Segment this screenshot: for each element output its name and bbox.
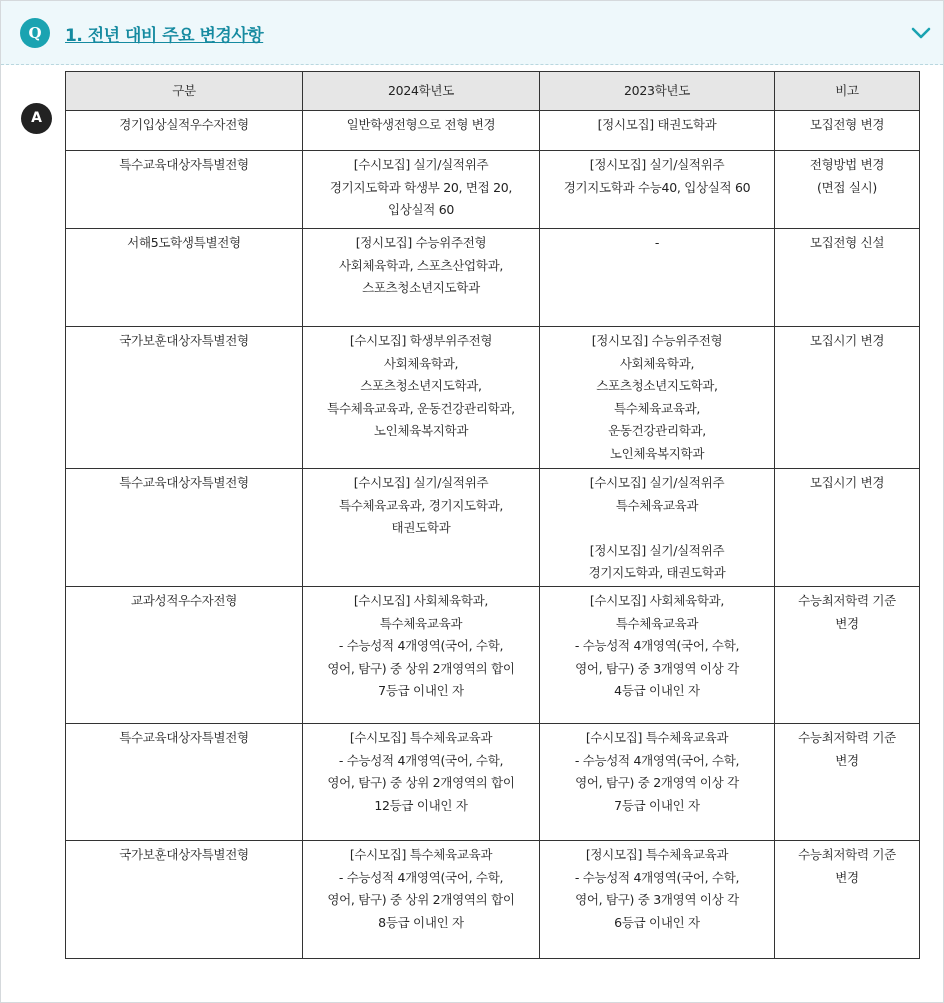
cell-2024: [수시모집] 특수체육교육과 - 수능성적 4개영역(국어, 수학, 영어, 탐구) 중 상위 2개영역의 합이 12등급 이내인 자 [303, 724, 540, 841]
header-note: 비고 [775, 72, 920, 111]
cell-2024: [수시모집] 실기/실적위주 경기지도학과 학생부 20, 면접 20, 입상실적 60 [303, 151, 540, 229]
table-row [66, 327, 920, 469]
cell-note: 모집전형 신설 [775, 229, 920, 327]
cell-category: 특수교육대상자특별전형 [66, 151, 303, 229]
cell-category: 국가보훈대상자특별전형 [66, 327, 303, 469]
table-row [66, 724, 920, 841]
cell-note: 모집시기 변경 [775, 327, 920, 469]
table-row [66, 111, 920, 151]
cell-category: 서해5도학생특별전형 [66, 229, 303, 327]
header-2023: 2023학년도 [540, 72, 775, 111]
cell-note: 모집전형 변경 [775, 111, 920, 151]
header-2024: 2024학년도 [303, 72, 540, 111]
cell-2023: [정시모집] 실기/실적위주 경기지도학과 수능40, 입상실적 60 [540, 151, 775, 229]
cell-note: 수능최저학력 기준 변경 [775, 841, 920, 959]
cell-2024: [수시모집] 실기/실적위주 특수체육교육과, 경기지도학과, 태권도학과 [303, 469, 540, 587]
table-header-row [66, 72, 920, 111]
question-badge: Q [20, 18, 50, 48]
table-row [66, 587, 920, 724]
cell-note: 수능최저학력 기준 변경 [775, 587, 920, 724]
cell-category: 특수교육대상자특별전형 [66, 469, 303, 587]
cell-2023: [수시모집] 특수체육교육과 - 수능성적 4개영역(국어, 수학, 영어, 탐구) 중 2개영역 이상 각 7등급 이내인 자 [540, 724, 775, 841]
chevron-down-icon[interactable] [910, 25, 932, 41]
cell-2023: [정시모집] 수능위주전형 사회체육학과, 스포츠청소년지도학과, 특수체육교육과, 운동건강관리학과, 노인체육복지학과 [540, 327, 775, 469]
question-header[interactable] [1, 1, 943, 65]
table-row [66, 229, 920, 327]
cell-category: 경기입상실적우수자전형 [66, 111, 303, 151]
table-row [66, 469, 920, 587]
cell-2024: [정시모집] 수능위주전형 사회체육학과, 스포츠산업학과, 스포츠청소년지도학과 [303, 229, 540, 327]
table-row [66, 151, 920, 229]
cell-2023: [수시모집] 사회체육학과, 특수체육교육과 - 수능성적 4개영역(국어, 수학, 영어, 탐구) 중 3개영역 이상 각 4등급 이내인 자 [540, 587, 775, 724]
cell-2023: [수시모집] 실기/실적위주 특수체육교육과 [정시모집] 실기/실적위주 경기지도학과, 태권도학과 [540, 469, 775, 587]
cell-2024: [수시모집] 사회체육학과, 특수체육교육과 - 수능성적 4개영역(국어, 수학, 영어, 탐구) 중 상위 2개영역의 합이 7등급 이내인 자 [303, 587, 540, 724]
cell-2024: [수시모집] 학생부위주전형 사회체육학과, 스포츠청소년지도학과, 특수체육교육과, 운동건강관리학과, 노인체육복지학과 [303, 327, 540, 469]
cell-2023: - [540, 229, 775, 327]
table-row [66, 841, 920, 959]
cell-2024: 일반학생전형으로 전형 변경 [303, 111, 540, 151]
cell-category: 특수교육대상자특별전형 [66, 724, 303, 841]
cell-2023: [정시모집] 특수체육교육과 - 수능성적 4개영역(국어, 수학, 영어, 탐구) 중 3개영역 이상 각 6등급 이내인 자 [540, 841, 775, 959]
cell-note: 모집시기 변경 [775, 469, 920, 587]
answer-badge: A [21, 103, 52, 134]
cell-2023: [정시모집] 태권도학과 [540, 111, 775, 151]
cell-note: 수능최저학력 기준 변경 [775, 724, 920, 841]
header-category: 구분 [66, 72, 303, 111]
cell-2024: [수시모집] 특수체육교육과 - 수능성적 4개영역(국어, 수학, 영어, 탐구) 중 상위 2개영역의 합이 8등급 이내인 자 [303, 841, 540, 959]
cell-note: 전형방법 변경 (면접 실시) [775, 151, 920, 229]
cell-category: 국가보훈대상자특별전형 [66, 841, 303, 959]
changes-table [65, 71, 920, 959]
question-title[interactable]: 1. 전년 대비 주요 변경사항 [65, 26, 264, 46]
cell-category: 교과성적우수자전형 [66, 587, 303, 724]
